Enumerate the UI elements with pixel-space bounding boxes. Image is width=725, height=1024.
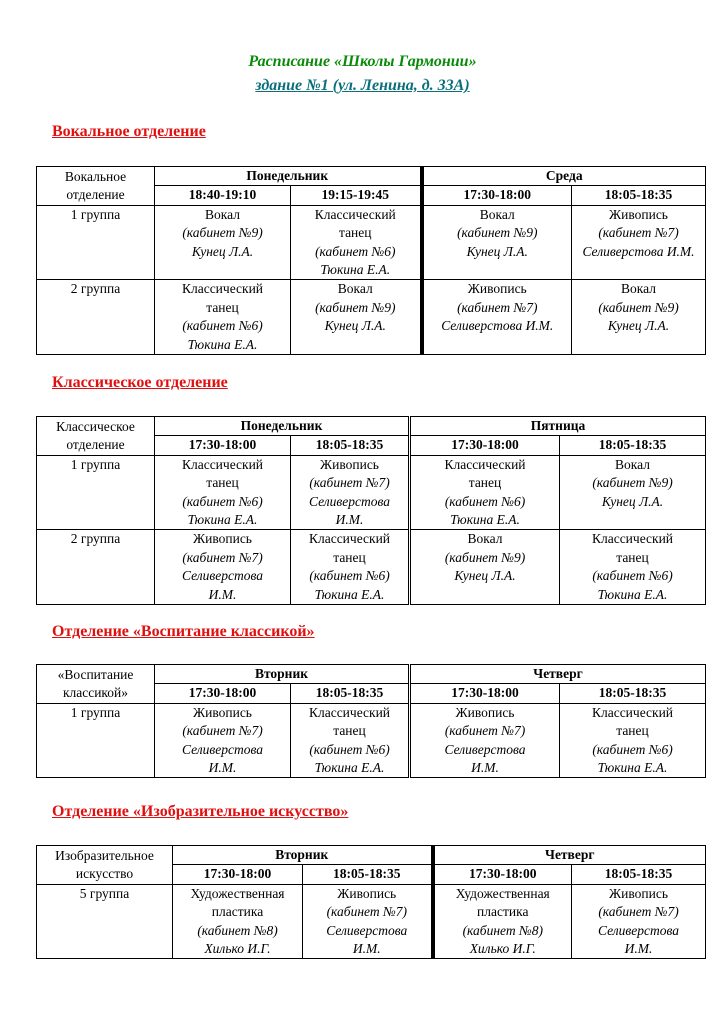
department-header-line: классикой» — [62, 684, 129, 700]
schedule-table — [36, 845, 706, 959]
lesson-teacher: И.М. — [352, 941, 381, 957]
lesson-subject: Классический — [308, 531, 391, 547]
lesson-room: (кабинет №8) — [462, 922, 543, 938]
table-row — [37, 884, 706, 959]
lesson-subject: Вокал — [479, 206, 515, 222]
lesson-cell — [410, 703, 560, 778]
lesson-cell — [291, 530, 410, 605]
lesson-teacher: Тюкина Е.А. — [597, 586, 668, 602]
time-slot: 17:30-18:00 — [410, 684, 560, 703]
lesson-subject: Вокал — [621, 281, 656, 297]
day-header: Вторник — [155, 665, 410, 684]
day-header: Понедельник — [155, 417, 410, 436]
lesson-room: (кабинет №9) — [315, 299, 396, 315]
lesson-subject: Классический — [308, 704, 391, 720]
lesson-room: (кабинет №8) — [197, 922, 278, 938]
lesson-cell — [155, 280, 291, 355]
table-row — [37, 530, 706, 605]
lesson-teacher: Тюкина Е.А. — [314, 586, 385, 602]
lesson-room: (кабинет №7) — [598, 225, 679, 241]
lesson-room: (кабинет №7) — [598, 904, 679, 920]
lesson-room: (кабинет №6) — [309, 568, 390, 584]
department-header — [37, 417, 155, 456]
lesson-room: (кабинет №6) — [592, 568, 673, 584]
lesson-cell — [560, 703, 706, 778]
schedule-table — [36, 416, 706, 605]
lesson-room: (кабинет №9) — [444, 549, 526, 565]
lesson-room: (кабинет №9) — [457, 225, 538, 241]
lesson-teacher: Селиверстова — [444, 741, 526, 757]
lesson-teacher: Кунец Л.А. — [454, 568, 516, 584]
lesson-subject: Живопись — [609, 885, 668, 901]
lesson-teacher: Кунец Л.А. — [607, 318, 670, 334]
lesson-teacher: Тюкина Е.А. — [187, 512, 258, 528]
lesson-cell — [560, 455, 706, 530]
lesson-cell — [155, 530, 291, 605]
lesson-room: (кабинет №7) — [457, 299, 538, 315]
lesson-cell — [560, 530, 706, 605]
time-slot: 18:05-18:35 — [291, 436, 410, 455]
lesson-subject: Вокал — [467, 531, 503, 547]
table-row — [37, 280, 706, 355]
department-header-line: искусство — [75, 865, 134, 881]
department-header — [37, 167, 155, 206]
lesson-room: (кабинет №6) — [315, 243, 396, 259]
lesson-subject: Классический — [444, 456, 526, 472]
lesson-subject: пластика — [211, 904, 264, 920]
lesson-cell — [303, 884, 433, 959]
time-slot: 18:05-18:35 — [560, 436, 706, 455]
lesson-subject: Художественная — [455, 885, 550, 901]
page-subtitle: здание №1 (ул. Ленина, д. 33А) — [255, 77, 470, 94]
lesson-room: (кабинет №9) — [592, 475, 673, 491]
day-header: Вторник — [173, 846, 433, 865]
time-slot: 17:30-18:00 — [155, 436, 291, 455]
lesson-subject: Живопись — [609, 206, 668, 222]
day-header: Четверг — [433, 846, 706, 865]
lesson-room: (кабинет №6) — [182, 493, 263, 509]
section-heading: Классическое отделение — [52, 374, 228, 391]
table-row — [37, 205, 706, 280]
lesson-subject: Вокал — [205, 206, 240, 222]
table-row — [37, 455, 706, 530]
lesson-teacher: Селиверстова — [309, 493, 390, 509]
department-header-line: Изобразительное — [55, 847, 154, 863]
lesson-teacher: Кунец Л.А. — [601, 493, 664, 509]
group-label: 1 группа — [37, 205, 155, 280]
department-header — [37, 846, 173, 885]
lesson-room: (кабинет №9) — [598, 299, 679, 315]
time-slot: 17:30-18:00 — [410, 436, 560, 455]
lesson-room: (кабинет №7) — [444, 723, 526, 739]
department-header-line: Классическое — [56, 418, 135, 434]
lesson-subject: танец — [339, 225, 372, 241]
department-header-line: отделение — [66, 436, 125, 452]
lesson-teacher: Тюкина Е.А. — [597, 760, 668, 776]
lesson-room: (кабинет №7) — [182, 549, 263, 565]
lesson-room: (кабинет №7) — [326, 904, 407, 920]
time-slot: 18:05-18:35 — [572, 865, 706, 884]
lesson-subject: танец — [333, 549, 366, 565]
lesson-cell — [173, 884, 303, 959]
day-header: Понедельник — [155, 167, 422, 186]
lesson-teacher: Селиверстова — [598, 922, 679, 938]
section-heading: Отделение «Воспитание классикой» — [52, 623, 315, 640]
time-slot: 18:05-18:35 — [560, 684, 706, 703]
time-slot: 18:05-18:35 — [303, 865, 433, 884]
time-slot: 18:40-19:10 — [155, 186, 291, 205]
group-label: 1 группа — [37, 703, 155, 778]
schedule-table — [36, 166, 706, 355]
department-header-line: «Воспитание — [57, 666, 134, 682]
time-slot: 18:05-18:35 — [291, 684, 410, 703]
lesson-subject: Живопись — [193, 704, 252, 720]
lesson-subject: танец — [616, 723, 649, 739]
day-header: Среда — [422, 167, 706, 186]
lesson-subject: Живопись — [455, 704, 515, 720]
lesson-subject: Живопись — [193, 531, 252, 547]
group-label: 2 группа — [37, 530, 155, 605]
section-heading: Отделение «Изобразительное искусство» — [52, 803, 349, 820]
lesson-subject: танец — [333, 723, 366, 739]
lesson-subject: танец — [468, 475, 502, 491]
lesson-cell — [422, 280, 572, 355]
lesson-subject: Классический — [314, 206, 396, 222]
lesson-room: (кабинет №6) — [444, 493, 526, 509]
day-header: Пятница — [410, 417, 706, 436]
department-header-line: Вокальное — [64, 168, 127, 184]
lesson-teacher: И.М. — [208, 586, 237, 602]
lesson-room: (кабинет №6) — [182, 318, 263, 334]
lesson-cell — [291, 455, 410, 530]
lesson-teacher: Хилько И.Г. — [469, 941, 536, 957]
lesson-subject: Классический — [591, 531, 674, 547]
lesson-cell — [572, 884, 706, 959]
lesson-subject: Живопись — [467, 281, 527, 297]
lesson-teacher: Кунец Л.А. — [191, 243, 254, 259]
time-slot: 18:05-18:35 — [572, 186, 706, 205]
lesson-room: (кабинет №6) — [592, 741, 673, 757]
lesson-teacher: Селиверстова — [326, 922, 408, 938]
lesson-cell — [291, 205, 422, 280]
lesson-cell — [433, 884, 572, 959]
lesson-teacher: Селиверстова — [182, 741, 263, 757]
page-title: Расписание «Школы Гармонии» — [248, 53, 477, 70]
lesson-subject: Вокал — [615, 456, 650, 472]
lesson-cell — [410, 455, 560, 530]
day-header: Четверг — [410, 665, 706, 684]
lesson-subject: Художественная — [190, 885, 285, 901]
lesson-teacher: И.М. — [335, 512, 364, 528]
lesson-subject: танец — [616, 549, 649, 565]
lesson-subject: Классический — [591, 704, 674, 720]
time-slot: 17:30-18:00 — [422, 186, 572, 205]
lesson-cell — [155, 703, 291, 778]
lesson-room: (кабинет №7) — [182, 723, 263, 739]
lesson-cell — [155, 205, 291, 280]
lesson-teacher: Селиверстова И.М. — [441, 318, 554, 334]
section-heading: Вокальное отделение — [52, 123, 206, 140]
lesson-room: (кабинет №9) — [182, 225, 263, 241]
lesson-teacher: Тюкина Е.А. — [450, 512, 520, 528]
lesson-room: (кабинет №7) — [309, 475, 390, 491]
lesson-teacher: Кунец Л.А. — [324, 318, 386, 334]
lesson-cell — [572, 280, 706, 355]
lesson-teacher: Селиверстова И.М. — [582, 243, 695, 259]
lesson-teacher: Хилько И.Г. — [204, 941, 271, 957]
lesson-cell — [155, 455, 291, 530]
lesson-cell — [410, 530, 560, 605]
lesson-subject: Классический — [181, 281, 264, 297]
lesson-teacher: И.М. — [624, 941, 653, 957]
time-slot: 19:15-19:45 — [291, 186, 422, 205]
lesson-teacher: И.М. — [208, 760, 237, 776]
lesson-teacher: Кунец Л.А. — [466, 243, 528, 259]
lesson-teacher: Тюкина Е.А. — [320, 262, 391, 278]
department-header-line: отделение — [66, 186, 125, 202]
time-slot: 17:30-18:00 — [155, 684, 291, 703]
group-label: 5 группа — [37, 884, 173, 959]
lesson-subject: танец — [206, 475, 239, 491]
group-label: 2 группа — [37, 280, 155, 355]
table-row — [37, 703, 706, 778]
lesson-subject: Вокал — [337, 281, 373, 297]
time-slot: 17:30-18:00 — [433, 865, 572, 884]
time-slot: 17:30-18:00 — [173, 865, 303, 884]
department-header — [37, 665, 155, 704]
lesson-cell — [291, 703, 410, 778]
lesson-cell — [422, 205, 572, 280]
lesson-room: (кабинет №6) — [309, 741, 390, 757]
lesson-subject: пластика — [477, 904, 529, 920]
group-label: 1 группа — [37, 455, 155, 530]
lesson-teacher: Тюкина Е.А. — [314, 760, 385, 776]
lesson-cell — [572, 205, 706, 280]
lesson-teacher: Тюкина Е.А. — [187, 336, 258, 352]
lesson-subject: Классический — [181, 456, 264, 472]
lesson-teacher: И.М. — [471, 760, 499, 776]
schedule-table — [36, 664, 706, 778]
lesson-subject: Живопись — [320, 456, 379, 472]
lesson-cell — [291, 280, 422, 355]
lesson-teacher: Селиверстова — [182, 568, 263, 584]
lesson-subject: танец — [206, 299, 239, 315]
lesson-subject: Живопись — [337, 885, 397, 901]
